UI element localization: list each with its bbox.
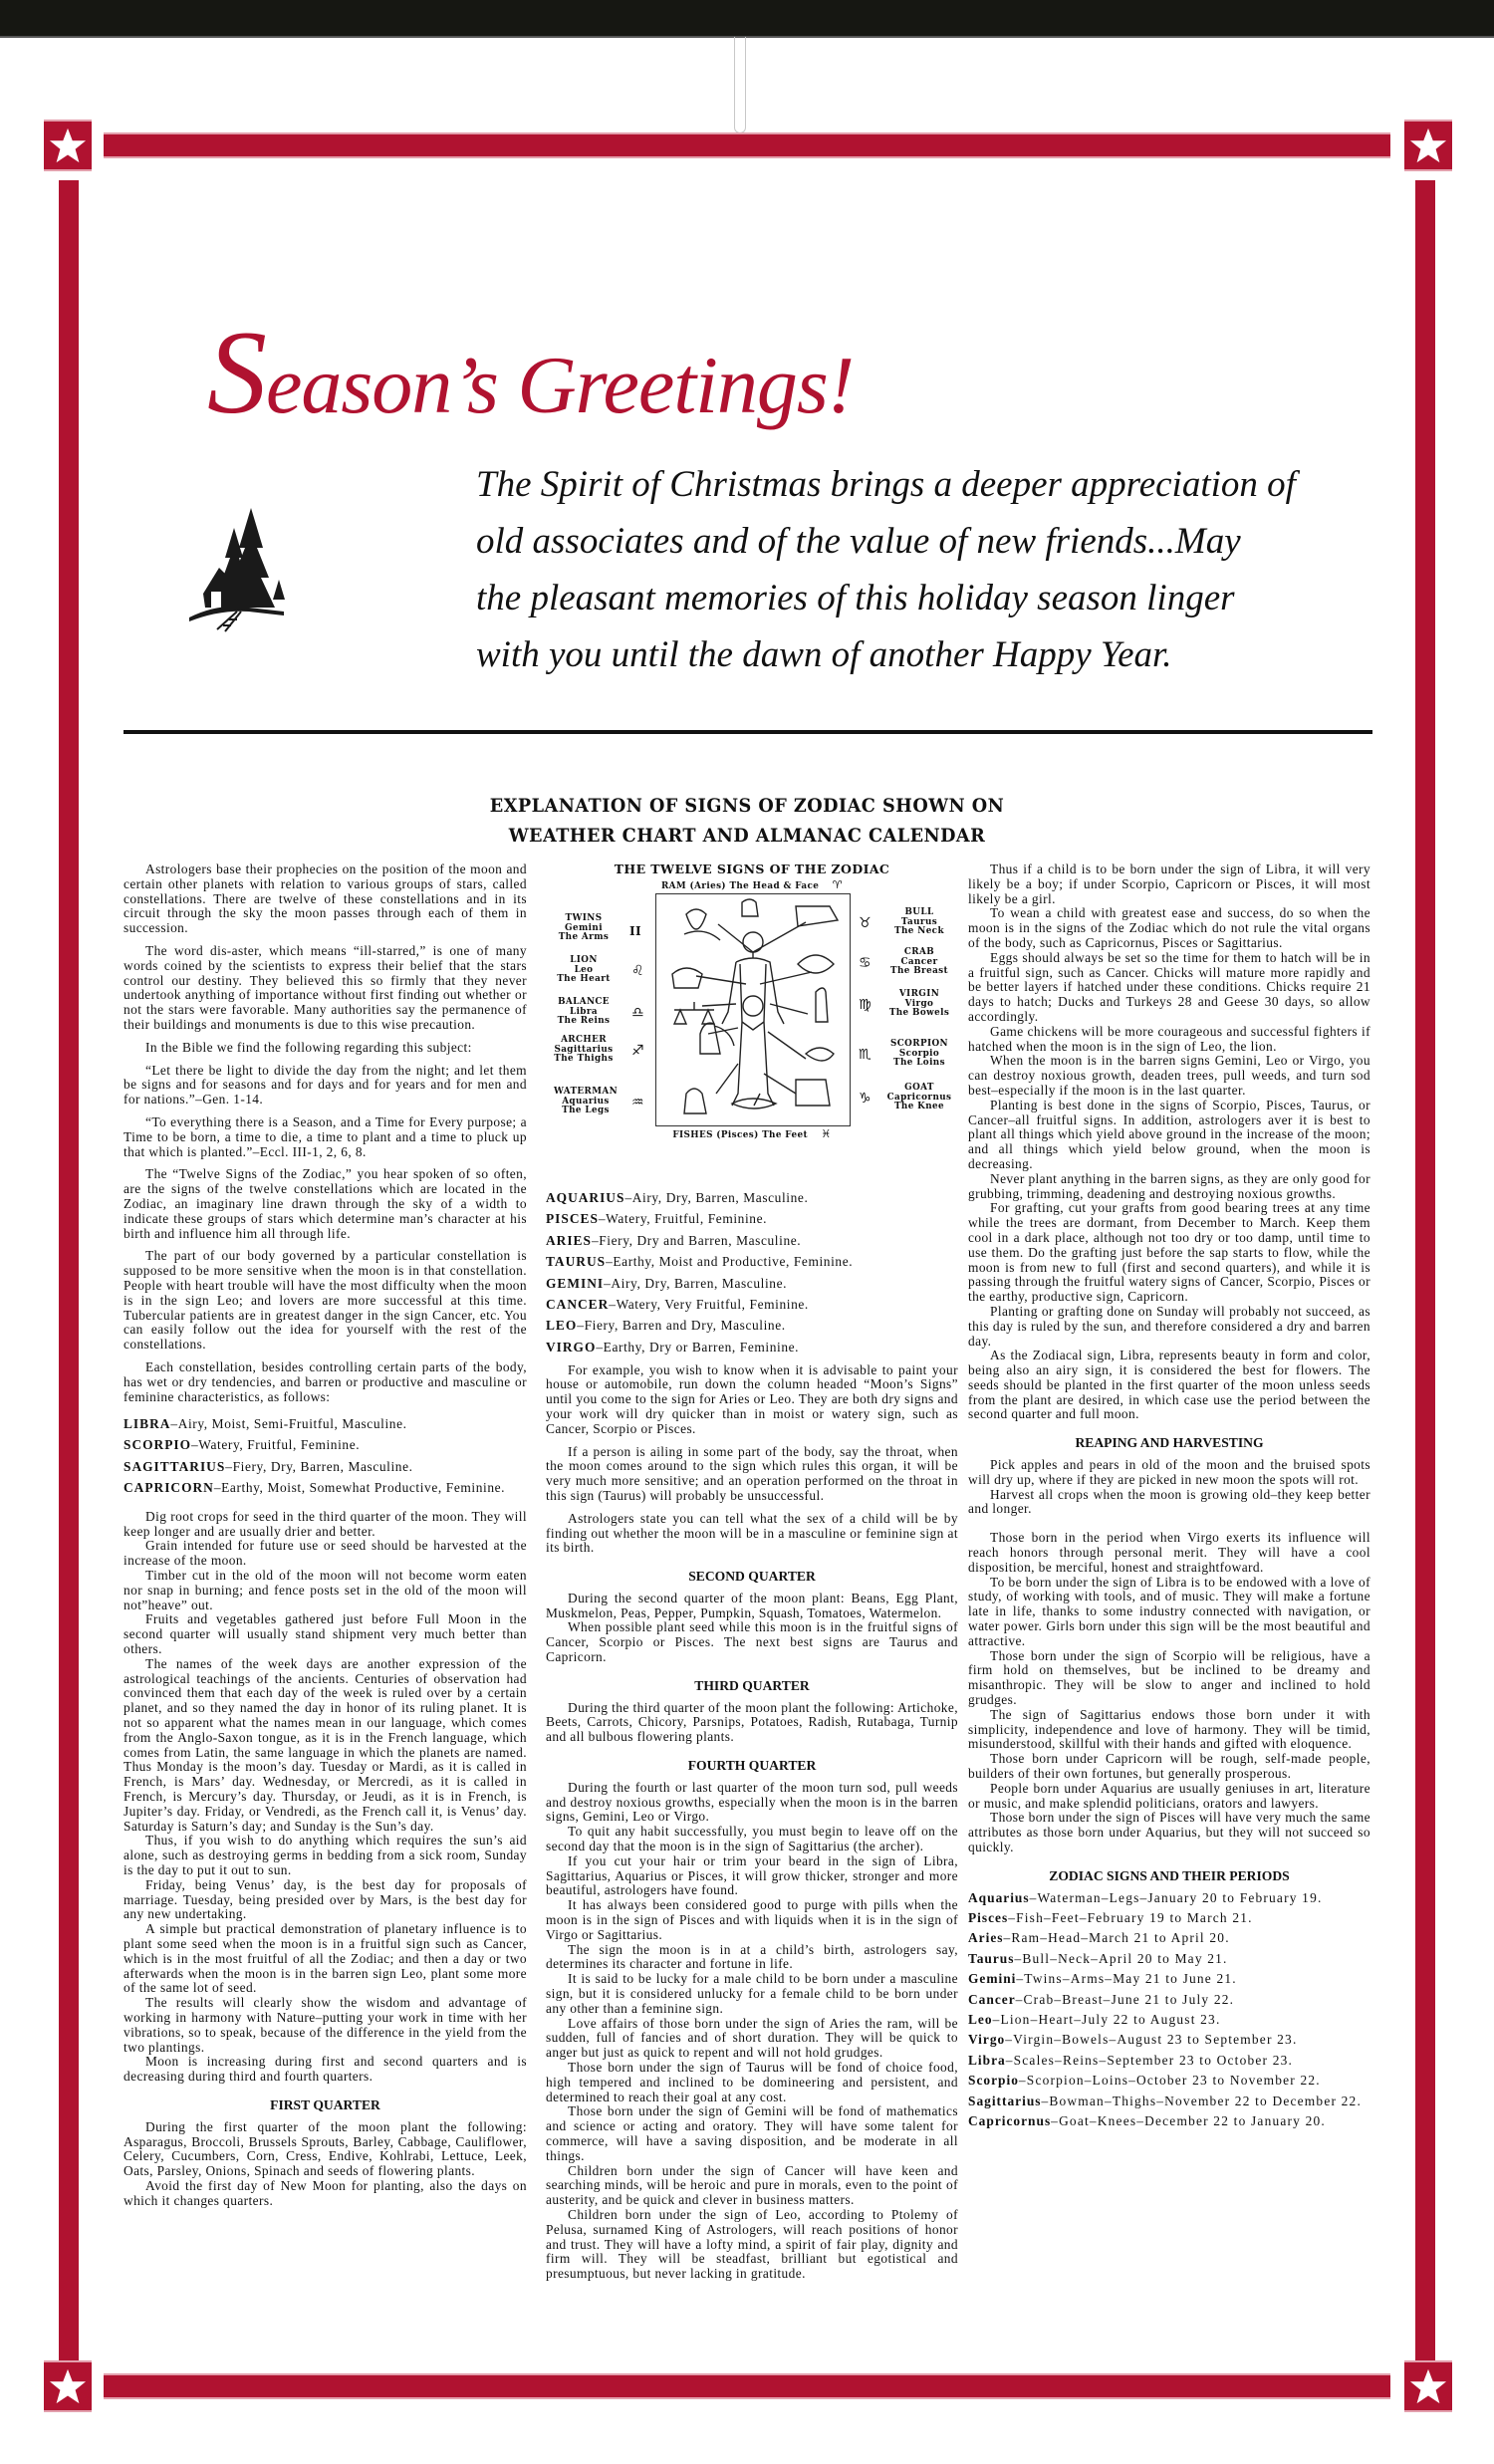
cancer-glyph-icon: ♋ bbox=[859, 955, 872, 971]
paragraph: Moon is increasing during first and second quarters and is decreasing during third and fourth quarters. bbox=[124, 2054, 527, 2085]
paragraph: Thus, if you wish to do anything which requires the sun’s aid alone, such as destroying germs in bedding from a sick room, Sunday is the day to put it out to sun. bbox=[124, 1833, 527, 1877]
paragraph: When possible plant seed while this moon is in the fruitful signs of Cancer, Scorpio or Pisces. The next best signs are Taurus and Capricorn. bbox=[546, 1619, 958, 1665]
paragraph: Timber cut in the old of the moon will not become worm eaten nor snap in burning; and fence posts set in the old of the moon will not”heave” out. bbox=[124, 1568, 527, 1612]
sign-characteristics: PISCES–Watery, Fruitful, Feminine. bbox=[546, 1211, 768, 1227]
paragraph: Friday, being Venus’ day, is the best day for proposals of marriage. Tuesday, being presided over by Mars, is the best day for any new undertaking. bbox=[124, 1876, 527, 1922]
paragraph: Never plant anything in the barren signs, as they are only good for grubbing, trimming, deadening and destroying noxious growths. bbox=[968, 1170, 1370, 1201]
paragraph: Thus if a child is to be born under the sign of Libra, it will very likely be a boy; if under Scorpio, Capricorn or Pisces, it will most likely be a girl. bbox=[968, 862, 1370, 906]
zodiac-leo-label: LION Leo The Heart bbox=[557, 955, 611, 984]
paragraph: Astrologers state you can tell what the sex of a child will be by finding out whether the moon will be in a masculine or feminine sign at its birth. bbox=[546, 1510, 958, 1556]
paragraph: Love affairs of those born under the sign of Aries the ram, will be sudden, full of fancies and of short duration. They will be quick to anger but just as quick to repent and will not hold grudges. bbox=[546, 2015, 958, 2061]
paragraph: Those born in the period when Virgo exerts its influence will reach honors through personal merit. They will have a cool disposition, be merciful, honest and straightfoward. bbox=[968, 1530, 1370, 1575]
zodiac-aquarius-label: WATERMAN Aquarius The Legs bbox=[553, 1087, 619, 1115]
paragraph: Astrologers base their prophecies on the position of the moon and certain other planets with relation to various groups of stars, called constellations. There are twelve of these constellations and in its circuit through the sky the moon passes through each of them in succession. bbox=[124, 862, 527, 936]
heading-line-2: WEATHER CHART AND ALMANAC CALENDAR bbox=[508, 825, 986, 847]
period-item: Virgo–Virgin–Bowels–August 23 to September 23. bbox=[968, 2032, 1298, 2048]
virgo-glyph-icon: ♍ bbox=[859, 997, 872, 1013]
paragraph: For example, you wish to know when it is advisable to paint your house or automobile, run down the column headed “Moon’s Signs” until you come to the sign for Aries or Leo. They are both dry signs and your work will dry quicker than in moist or watery sign, such as Cancer, Scorpio or Pisces. bbox=[546, 1361, 958, 1436]
sign-characteristics: LIBRA–Airy, Moist, Semi-Fruitful, Masculine. bbox=[124, 1415, 407, 1431]
sagittarius-glyph-icon: ♐ bbox=[631, 1043, 644, 1059]
paragraph: To quit any habit successfully, you must begin to leave off on the second day that the moon is in the sign of Sagittarius (the archer). bbox=[546, 1824, 958, 1854]
paragraph: If a person is ailing in some part of the body, say the throat, when the moon comes around to the sign which rules this organ, it will be very much more sensitive; and an operation performed on the throat in this sign (Taurus) will probably be unsuccessful. bbox=[546, 1443, 958, 1503]
paragraph: “To everything there is a Season, and a Time for Every purpose; a Time to be born, a time to die, a time to plant and a time to pluck up that which is planted.”–Eccl. III-1, 2, 6, 8. bbox=[124, 1113, 527, 1159]
period-item: Aries–Ram–Head–March 21 to April 20. bbox=[968, 1930, 1230, 1946]
sign-characteristics: AQUARIUS–Airy, Dry, Barren, Masculine. bbox=[546, 1190, 809, 1205]
aries-glyph-icon: ♈ bbox=[832, 878, 844, 891]
scorpio-glyph-icon: ♏ bbox=[859, 1047, 872, 1063]
sign-characteristics: ARIES–Fiery, Dry and Barren, Masculine. bbox=[546, 1232, 802, 1248]
paragraph: Dig root crops for seed in the third quarter of the moon. They will keep longer and are usually drier and better. bbox=[124, 1508, 527, 1539]
paragraph: During the third quarter of the moon plant the following: Artichoke, Beets, Carrots, Chicory, Parsnips, Potatoes, Radish, Rutabaga, Turnip and all bulbous flowering plants. bbox=[546, 1699, 958, 1745]
greeting-line: old associates and of the value of new friends...May bbox=[476, 521, 1241, 562]
zodiac-man-illustration-icon bbox=[655, 893, 851, 1126]
sign-characteristics: CANCER–Watery, Very Fruitful, Feminine. bbox=[546, 1296, 809, 1312]
period-item: Capricornus–Goat–Knees–December 22 to January 20. bbox=[968, 2112, 1326, 2128]
paragraph: Those born under Capricorn will be rough, self-made people, builders of their own fortunes, but generally prosperous. bbox=[968, 1751, 1370, 1782]
subheading-first-quarter: FIRST QUARTER bbox=[270, 2096, 380, 2112]
frame-left-bar bbox=[59, 180, 79, 2361]
paragraph: To be born under the sign of Libra is to be endowed with a love of study, of working with tools, and of music. They will make a fortune late in life, thanks to some industry connected with navigation, or water power. Girls born under this sign will be the most beautiful and attractive. bbox=[968, 1574, 1370, 1648]
zodiac-taurus-label: BULL Taurus The Neck bbox=[894, 907, 944, 936]
subheading-third-quarter: THIRD QUARTER bbox=[694, 1677, 810, 1693]
period-item: Aquarius–Waterman–Legs–January 20 to February 19. bbox=[968, 1889, 1323, 1905]
section-divider bbox=[124, 730, 1372, 734]
zodiac-pisces-label: FISHES (Pisces) The Feet ♓ bbox=[672, 1127, 832, 1140]
capricorn-glyph-icon: ♑ bbox=[859, 1091, 872, 1107]
subheading-zodiac-periods: ZODIAC SIGNS AND THEIR PERIODS bbox=[1049, 1867, 1290, 1883]
subheading-second-quarter: SECOND QUARTER bbox=[688, 1569, 816, 1585]
column-3 bbox=[968, 862, 1370, 2129]
paragraph: Children born under the sign of Leo, according to Ptolemy of Pelusa, surnamed King of Astrologers, will reach positions of honor and trust. They will have a lofty mind, a spirit of fair play, dignity and firm will. They will be steadfast, brilliant but egotistical and presumptuous, but never lacking in gratitude. bbox=[546, 2206, 958, 2282]
greeting-line: The Spirit of Christmas brings a deeper appreciation of bbox=[476, 464, 1296, 505]
paragraph: It is said to be lucky for a male child to be born under a masculine sign, but it is considered unlucky for a female child to be born under any other than a feminine sign. bbox=[546, 1971, 958, 2016]
paragraph: The word dis-aster, which means “ill-starred,” is one of many words coined by the scientists to express their belief that the stars control our destiny. They believed this so firmly that they never undertook anything of importance without first finding out whether or not the stars were favorable. Many authorities say the permanence of their buildings and monuments is due to this wise precaution. bbox=[124, 942, 527, 1032]
zodiac-sagittarius-label: ARCHER Sagittarius The Thighs bbox=[554, 1035, 614, 1064]
paragraph: As the Zodiacal sign, Libra, represents beauty in form and color, being also an airy sign, it is considered the best for flowers. The seeds should be planted in the first quarter of the moon unless seeds from the plant are desired, in which case use the period between the second quarter and full moon. bbox=[968, 1348, 1370, 1422]
period-item: Pisces–Fish–Feet–February 19 to March 21. bbox=[968, 1909, 1253, 1925]
sign-characteristics: CAPRICORN–Earthy, Moist, Somewhat Productive, Feminine. bbox=[124, 1480, 506, 1496]
frame-right-bar bbox=[1415, 180, 1435, 2361]
zodiac-gemini-label: TWINS Gemini The Arms bbox=[558, 913, 610, 942]
column-1 bbox=[124, 862, 527, 2209]
paragraph: For grafting, cut your grafts from good bearing trees at any time while the trees are dormant, from December to March. Keep them cool in a dark place, although not too dry or too damp, until time to use them. Do the grafting just before the sap starts to flow, while the moon is from new to full (first and second quarters), and while it is passing through the fruitful watery signs of Cancer, Scorpio, Pisces or the earthy, productive sign, Capricorn. bbox=[968, 1200, 1370, 1305]
subheading-reaping: REAPING AND HARVESTING bbox=[1075, 1435, 1264, 1451]
greeting-message bbox=[476, 456, 1333, 683]
paragraph: It has always been considered good to purge with pills when the moon is in the sign of Pisces and with liquids when it is in the sign of Virgo or Sagittarius. bbox=[546, 1897, 958, 1942]
zodiac-scorpio-label: SCORPION Scorpio The Loins bbox=[890, 1039, 948, 1068]
taurus-glyph-icon: ♉ bbox=[859, 915, 872, 931]
zodiac-aries-label: RAM (Aries) The Head & Face ♈ bbox=[660, 878, 844, 891]
greeting-line: the pleasant memories of this holiday season linger bbox=[476, 578, 1235, 618]
top-bar bbox=[0, 0, 1494, 38]
zodiac-capricorn-label: GOAT Capricornus The Knee bbox=[886, 1083, 952, 1111]
paragraph: If you cut your hair or trim your beard in the sign of Libra, Sagittarius, Aquarius or Pisces, it will grow thicker, stronger and more beautiful, astrologers have found. bbox=[546, 1852, 958, 1898]
paragraph: Those born under the sign of Scorpio will be religious, have a firm hold on themselves, but be inclined to be dreamy and misanthropic. They will be slow to anger and inclined to hold grudges. bbox=[968, 1647, 1370, 1708]
paragraph: Harvest all crops when the moon is growing old–they keep better and longer. bbox=[968, 1486, 1370, 1517]
greeting-line: with you until the dawn of another Happy Year. bbox=[476, 634, 1172, 675]
paragraph: The part of our body governed by a particular constellation is supposed to be more sensitive when the moon is in that constellation. People with heart trouble will have the most difficulty when the moon is in the sign Leo; and lovers are more successful at this time. Tubercular patients are in greatest danger in the sign Cancer, etc. You can easily follow out the idea for yourself with the rest of the constellations. bbox=[124, 1248, 527, 1353]
period-item: Libra–Scales–Reins–September 23 to October 23. bbox=[968, 2052, 1294, 2068]
subheading-fourth-quarter: FOURTH QUARTER bbox=[687, 1758, 817, 1774]
paragraph: The “Twelve Signs of the Zodiac,” you hear spoken of so often, are the signs of the twelve constellations which are located in the Zodiac, an imaginary line drawn through the sky of a width to indicate these groups of stars which determine man’s character at his birth and influence him all through life. bbox=[124, 1166, 527, 1241]
sign-characteristics: TAURUS–Earthy, Moist and Productive, Feminine. bbox=[546, 1254, 854, 1270]
paragraph: The results will clearly show the wisdom and advantage of working in harmony with Nature–putting your work in time with her vibrations, so to speak, because of the difference in the yield from the two plantings. bbox=[124, 1995, 527, 2055]
zodiac-cancer-label: CRAB Cancer The Breast bbox=[890, 947, 948, 976]
frame-top-bar bbox=[104, 132, 1390, 158]
paragraph: Game chickens will be more courageous and successful fighters if hatched when the moon is in the sign of Leo, the lion. bbox=[968, 1023, 1370, 1054]
paragraph: Grain intended for future use or seed should be harvested at the increase of the moon. bbox=[124, 1538, 527, 1569]
paragraph: Those born under the sign of Taurus will be fond of choice food, high tempered and inclined to be domineering and persistent, and determined to reach their goal at any cost. bbox=[546, 2060, 958, 2104]
period-item: Taurus–Bull–Neck–April 20 to May 21. bbox=[968, 1950, 1228, 1966]
greeting-title bbox=[207, 306, 855, 438]
period-item: Cancer–Crab–Breast–June 21 to July 22. bbox=[968, 1991, 1235, 2007]
paragraph: In the Bible we find the following regarding this subject: bbox=[145, 1039, 472, 1055]
aquarius-glyph-icon: ♒ bbox=[631, 1095, 644, 1110]
zodiac-figure-title: THE TWELVE SIGNS OF THE ZODIAC bbox=[614, 862, 890, 876]
period-item: Sagittarius–Bowman–Thighs–November 22 to December 22. bbox=[968, 2093, 1363, 2108]
paragraph: During the second quarter of the moon plant: Beans, Egg Plant, Muskmelon, Peas, Pepper, Pumpkin, Squash, Tomatoes, Watermelon. bbox=[546, 1590, 958, 1620]
zodiac-periods-list bbox=[968, 1891, 1370, 2129]
zodiac-virgo-label: VIRGIN Virgo The Bowels bbox=[888, 989, 950, 1018]
hanger-loop bbox=[734, 37, 746, 133]
greeting-title-initial: S bbox=[207, 306, 266, 438]
column-2 bbox=[546, 862, 958, 2282]
gemini-glyph-icon: II bbox=[629, 924, 642, 938]
paragraph: People born under Aquarius are usually geniuses in art, literature or music, and make splendid politicians, orators and lawyers. bbox=[968, 1780, 1370, 1811]
sign-characteristics: SAGITTARIUS–Fiery, Dry, Barren, Masculine. bbox=[124, 1458, 413, 1474]
paragraph: Children born under the sign of Cancer will have keen and searching minds, will be heroic and pure in morals, even to the point of austerity, and be quick and clever in business matters. bbox=[546, 2162, 958, 2208]
article-heading bbox=[331, 791, 1164, 851]
paragraph: The sign of Sagittarius endows those born under it with simplicity, independence and love of harmony. They will be timid, misunderstood, skillful with their hands and gifted with eloquence. bbox=[968, 1706, 1370, 1752]
paragraph: “Let there be light to divide the day from the night; and let them be signs and for seasons and for days and for years and for men and for nations.”–Gen. 1-14. bbox=[124, 1062, 527, 1108]
sign-characteristics: SCORPIO–Watery, Fruitful, Feminine. bbox=[124, 1437, 361, 1453]
paragraph: Avoid the first day of New Moon for planting, also the days on which it changes quarters. bbox=[124, 2177, 527, 2208]
paragraph: Those born under the sign of Gemini will be fond of mathematics and science or acting and oratory. They will have some talent for commerce, will have a saving disposition, and be moderate in all things. bbox=[546, 2103, 958, 2163]
paragraph: The names of the week days are another expression of the astrological teachings of the ancients. Centuries of observation had convinced them that each day of the week is ruled over by a certain planet, and so they named the day in honor of its ruling planet. It is not so apparent what the names mean in our language, which comes from the Anglo-Saxon tongue, as it is in the French language, which comes from Latin, the same language in which the planets are named. Thus Monday is the moon’s day. Tuesday or Mardi, as it is called in French, is Mars’ day. Wednesday, or Mercredi, as it is called in French, is Mercury’s day. Thursday, or Jeudi, as it is in French, is Jupiter’s day. Friday, or Vendredi, as the French call it, is Venus’ day. Saturday is Saturn’s day; and Sunday is the Sun’s day. bbox=[124, 1655, 527, 1834]
star-icon bbox=[1404, 2360, 1452, 2412]
heading-line-1: EXPLANATION OF SIGNS OF ZODIAC SHOWN ON bbox=[489, 795, 1005, 817]
winter-cabin-illustration-icon bbox=[189, 508, 289, 632]
paragraph: To wean a child with greatest ease and success, do so when the moon is in the signs of the Zodiac which do not rule the vital organs of the body, such as Capricornus, Pisces or Sagittarius. bbox=[968, 905, 1370, 950]
star-icon bbox=[1404, 120, 1452, 171]
period-item: Gemini–Twins–Arms–May 21 to June 21. bbox=[968, 1971, 1237, 1987]
paragraph: During the first quarter of the moon plant the following: Asparagus, Broccoli, Brussels Sprouts, Barley, Cabbage, Cauliflower, Celery, Cucumbers, Corn, Cress, Endive, Kohlrabi, Lettuce, Leek, Oats, Parsley, Onions, Spinach and seeds of flowering plants. bbox=[124, 2118, 527, 2179]
sign-characteristics: LEO–Fiery, Barren and Dry, Masculine. bbox=[546, 1318, 786, 1334]
zodiac-libra-label: BALANCE Libra The Reins bbox=[557, 997, 611, 1026]
star-icon bbox=[44, 120, 92, 171]
paragraph: Pick apples and pears in old of the moon and the bruised spots will dry up, where if they are picked in new moon the spots will rot. bbox=[968, 1457, 1370, 1487]
paragraph: Planting or grafting done on Sunday will probably not succeed, as this day is ruled by the sun, and therefore considered a dry and barren day. bbox=[968, 1303, 1370, 1349]
frame-bottom-bar bbox=[104, 2373, 1390, 2399]
paragraph: Those born under the sign of Pisces will have very much the same attributes as those born under Aquarius, but they will not succeed so quickly. bbox=[968, 1810, 1370, 1854]
period-item: Leo–Lion–Heart–July 22 to August 23. bbox=[968, 2011, 1221, 2027]
paragraph: Eggs should always be set so the time for them to hatch will be in a fruitful sign, such as Cancer. Chicks will mature more rapidly and be better layers if hatched under these conditions. Chicks require 21 days to hatch; Ducks and Turkeys 28 and Geese 30 days, so allow accordingly. bbox=[968, 949, 1370, 1024]
paragraph: During the fourth or last quarter of the moon turn sod, pull weeds and destroy noxious growths, especially when the moon is in the barren signs, Gemini, Leo or Virgo. bbox=[546, 1779, 958, 1825]
paragraph: A simple but practical demonstration of planetary influence is to plant some seed when the moon is in a fruitful sign such as Cancer, which is in the most fruitful of all the Zodiac; and then a day or two afterwards when the moon is in the barren sign Leo, plant some more of the same lot of seed. bbox=[124, 1921, 527, 1996]
sign-characteristics: VIRGO–Earthy, Dry or Barren, Feminine. bbox=[546, 1339, 800, 1355]
libra-glyph-icon: ♎ bbox=[631, 1005, 644, 1021]
pisces-glyph-icon: ♓ bbox=[821, 1127, 832, 1140]
star-icon bbox=[44, 2360, 92, 2412]
leo-glyph-icon: ♌ bbox=[631, 963, 644, 979]
paragraph: Planting is best done in the signs of Scorpio, Pisces, Taurus, or Cancer–all fruitful signs. In addition, astrologers aver it is best to plant all things which yield above ground in the increase of the moon; and all things which yield below ground, when the moon is decreasing. bbox=[968, 1097, 1370, 1171]
greeting-title-rest: eason’s Greetings! bbox=[266, 340, 855, 430]
paragraph: Fruits and vegetables gathered just before Full Moon in the second quarter will usually stand shipment very much better than others. bbox=[124, 1611, 527, 1657]
sign-characteristics: GEMINI–Airy, Dry, Barren, Masculine. bbox=[546, 1275, 788, 1291]
paragraph: When the moon is in the barren signs Gemini, Leo or Virgo, you can destroy noxious growth, deaden trees, pull weeds, and turn sod best–especially if the moon is in the last quarter. bbox=[968, 1053, 1370, 1098]
zodiac-figure bbox=[546, 862, 958, 1191]
paragraph: The sign the moon is in at a child’s birth, astrologers say, determines its character and fortune in life. bbox=[546, 1941, 958, 1972]
period-item: Scorpio–Scorpion–Loins–October 23 to November 22. bbox=[968, 2073, 1321, 2089]
paragraph: Each constellation, besides controlling certain parts of the body, has wet or dry tendencies, and barren or productive and masculine or feminine characteristics, as follows: bbox=[124, 1358, 527, 1404]
